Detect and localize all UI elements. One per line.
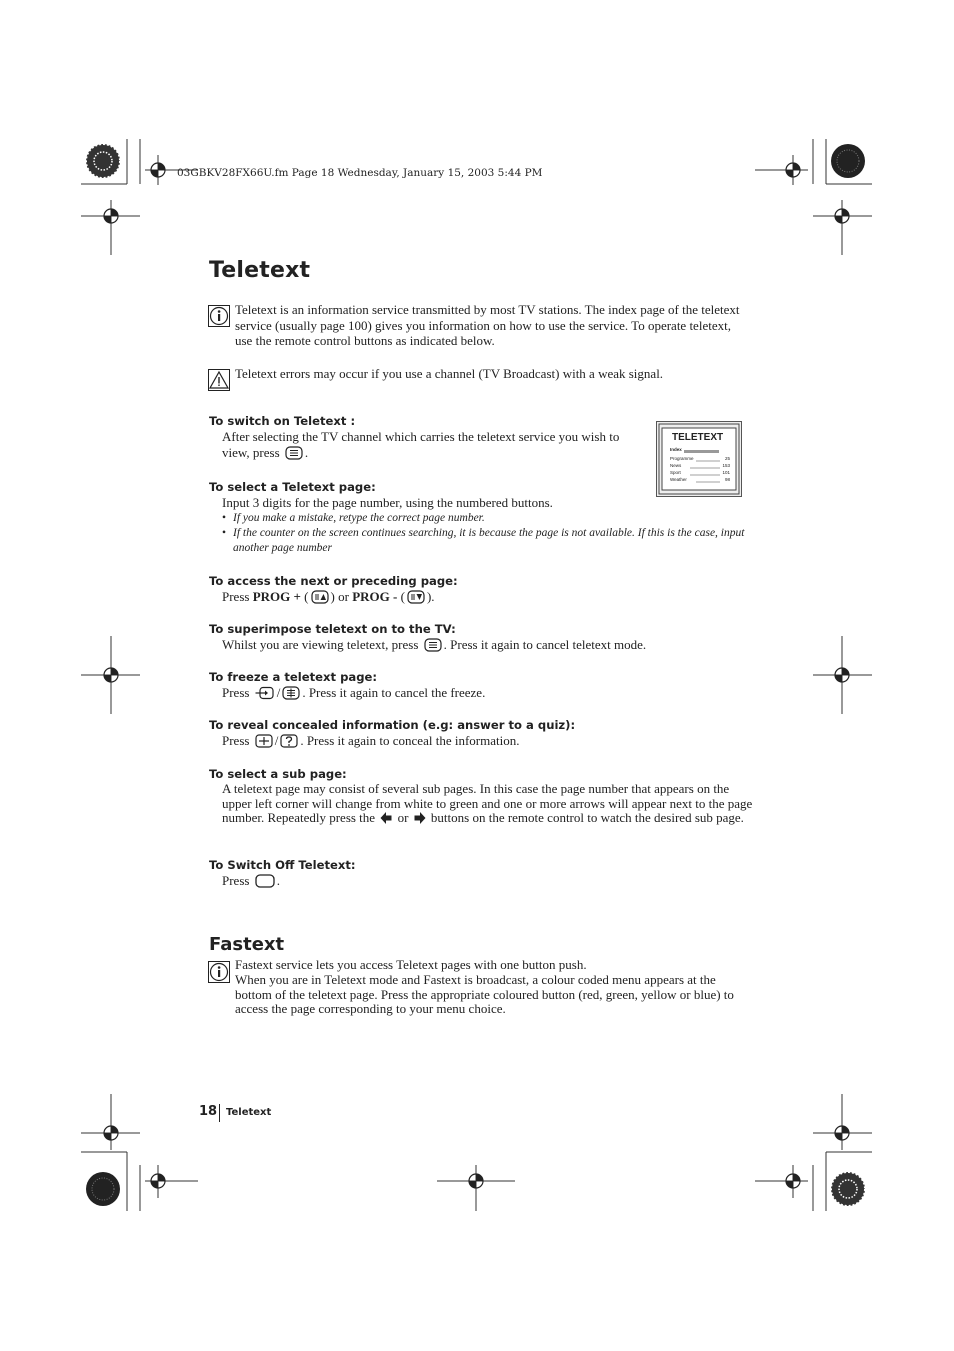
section-body: Press / . Press it again to conceal the information. xyxy=(222,733,520,748)
section-select-page xyxy=(209,479,749,555)
fastext-line-2: When you are in Teletext mode and Fastext is broadcast, a colour coded menu appears at the bottom of the teletext page. Press the appropriate coloured button (red, green, yellow or blue) to access the page corresponding to your menu choice. xyxy=(235,971,734,1017)
section-switch-on xyxy=(209,413,749,460)
warning-note: Teletext errors may occur if you use a channel (TV Broadcast) with a weak signal. xyxy=(235,366,664,381)
section-heading: To superimpose teletext on to the TV: xyxy=(209,622,456,636)
section-heading: To access the next or preceding page: xyxy=(209,574,458,588)
section-superimpose xyxy=(209,621,749,653)
section-heading: To freeze a teletext page: xyxy=(209,670,377,684)
bullet-item: • If you make a mistake, retype the correct page number. xyxy=(222,511,485,524)
reveal-question-button-icon xyxy=(280,734,298,748)
section-switch-off xyxy=(209,857,749,889)
fastext-line-1: Fastext service lets you access Teletext pages with one button push. xyxy=(235,957,587,972)
section-body: Press . xyxy=(222,873,280,888)
list-item: Sport 101 xyxy=(670,470,730,475)
footer-divider xyxy=(219,1104,220,1122)
input-source-button-icon xyxy=(255,686,275,700)
arrow-right-icon xyxy=(414,811,426,825)
expand-button-icon xyxy=(255,734,273,748)
file-header-line: 03GBKV28FX66U.fm Page 18 Wednesday, January 15, 2003 5:44 PM xyxy=(177,167,543,179)
section-sub-page xyxy=(209,766,754,826)
arrow-left-icon xyxy=(380,811,392,825)
warning-icon xyxy=(208,369,230,391)
section-heading: To Switch Off Teletext: xyxy=(209,858,356,872)
page-number: 18 xyxy=(199,1104,218,1119)
teletext-heading: TELETEXT xyxy=(672,432,724,443)
teletext-index-label: Index xyxy=(670,447,682,452)
section-next-page xyxy=(209,573,749,605)
section-body: A teletext page may consist of several sub pages. In this case the page number that appears on the upper left corner will change from white to green and one or more arrows will appear next to the page number. Repeatedly press the or buttons on the remote control to watch the desired sub page. xyxy=(222,781,753,826)
prog-up-button-icon xyxy=(311,590,329,604)
section-body: Input 3 digits for the page number, using the numbered buttons. xyxy=(222,495,553,510)
teletext-button-icon xyxy=(285,446,303,460)
section-heading: To select a sub page: xyxy=(209,767,347,781)
section-body: Whilst you are viewing teletext, press . Press it again to cancel teletext mode. xyxy=(222,637,647,652)
section-body: Press PROG + ( ) or PROG - ( ). xyxy=(222,589,435,604)
teletext-button-icon xyxy=(424,638,442,652)
list-item: News 153 xyxy=(670,463,730,468)
section-heading: To switch on Teletext : xyxy=(209,414,356,428)
section-heading: To select a Teletext page: xyxy=(209,480,376,494)
section-freeze xyxy=(209,669,749,701)
info-icon xyxy=(208,961,230,983)
section-reveal xyxy=(209,717,749,749)
section-body: After selecting the TV channel which carries the teletext service you wish to view, press . xyxy=(222,429,620,460)
bullet-dot: • xyxy=(222,527,227,539)
section-body: Press / . Press it again to cancel the freeze. xyxy=(222,685,486,700)
page-title: Teletext xyxy=(209,258,311,283)
tv-button-icon xyxy=(255,874,275,888)
section-heading: To reveal concealed information (e.g: answer to a quiz): xyxy=(209,718,576,732)
list-item: Programme 25 xyxy=(670,456,730,461)
hold-button-icon xyxy=(282,686,300,700)
bullet-item: • If the counter on the screen continues searching, it is because the page is not available. If this is the case, input another page number xyxy=(222,527,745,554)
info-note: Teletext is an information service transmitted by most TV stations. The index page of the teletext service (usually page 100) gives you information on how to use the service. To operate teletext, use the remote control buttons as indicated below. xyxy=(235,302,740,348)
info-icon xyxy=(208,305,230,327)
fastext-title: Fastext xyxy=(209,934,285,955)
list-item: Weather 98 xyxy=(670,477,730,482)
fastext-note xyxy=(235,958,745,1017)
prog-down-button-icon xyxy=(407,590,425,604)
bullet-dot: • xyxy=(222,511,227,524)
footer-section-label: Teletext xyxy=(226,1107,272,1118)
